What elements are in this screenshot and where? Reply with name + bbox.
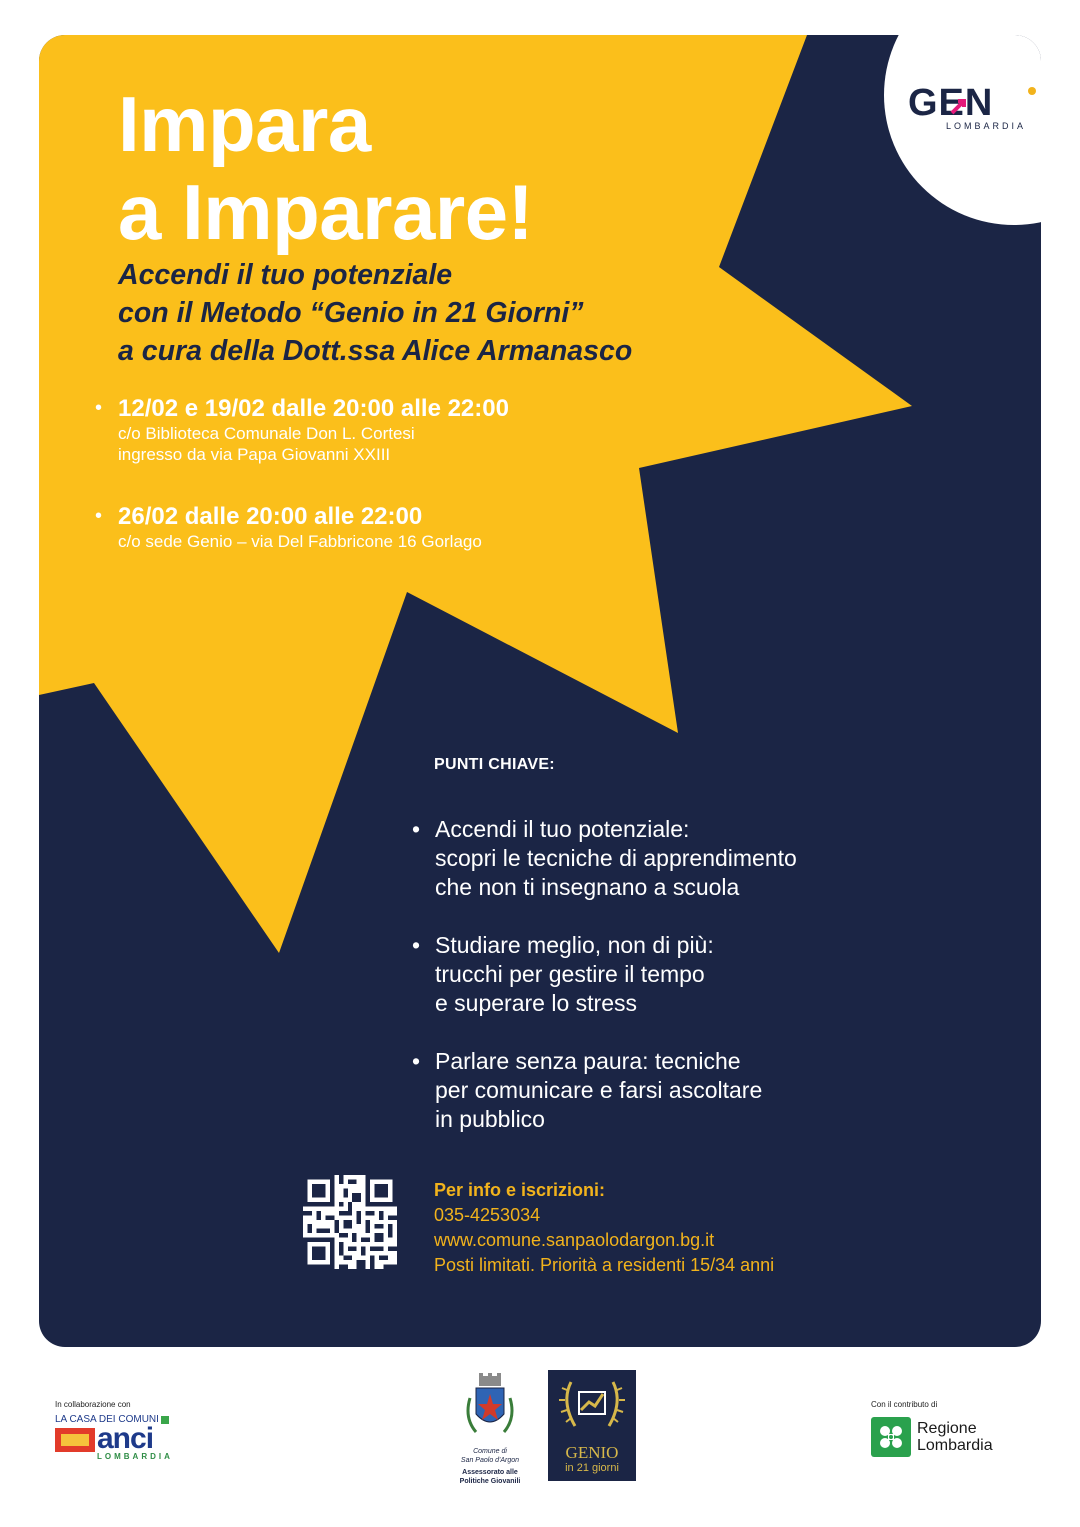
key-point-line: trucchi per gestire il tempo (435, 961, 705, 987)
page-subtitle (118, 256, 632, 370)
session-when: 26/02 dalle 20:00 alle 22:00 (118, 503, 423, 530)
anci-top-text: LA CASA DEI COMUNI (55, 1414, 159, 1425)
gen-logo-arrow-icon (950, 95, 972, 117)
session-item (95, 395, 509, 465)
bullet-icon: • (95, 397, 103, 419)
title-line: a Imparare! (118, 168, 534, 256)
comune-dept-line: Assessorato alle (462, 1469, 518, 1476)
key-point-item (412, 931, 797, 1018)
qr-code-icon[interactable] (303, 1175, 397, 1269)
key-point-item (412, 1047, 797, 1134)
key-point-item (412, 815, 797, 902)
gen-logo-dot-icon (1027, 86, 1037, 96)
key-points-title: PUNTI CHIAVE: (434, 756, 555, 773)
anci-logo (55, 1400, 173, 1461)
bullet-icon: • (412, 1048, 421, 1074)
anci-row (55, 1422, 173, 1455)
gen-logo-word: GEN (908, 82, 994, 124)
comune-logo (455, 1372, 525, 1486)
key-point-line: Studiare meglio, non di più: (435, 932, 714, 958)
genio-sub: in 21 giorni (565, 1462, 619, 1474)
bullet-icon: • (412, 932, 421, 958)
anci-sub: LOMBARDIA (97, 1452, 173, 1461)
regione-row (871, 1417, 993, 1457)
coat-of-arms-icon (462, 1372, 518, 1442)
info-title: Per info e iscrizioni: (434, 1180, 606, 1200)
subtitle-line: con il Metodo “Genio in 21 Giorni” (118, 297, 584, 329)
comune-caption-line: Comune di (473, 1448, 507, 1455)
session-where: c/o Biblioteca Comunale Don L. Cortesi (118, 424, 415, 443)
genio-21-giorni-logo (548, 1370, 636, 1481)
key-point-line: che non ti insegnano a scuola (435, 874, 740, 900)
session-where: c/o sede Genio – via Del Fabbricone 16 Gorlago (118, 532, 482, 551)
info-phone[interactable]: 035-4253034 (434, 1205, 541, 1225)
town-hall-icon (55, 1428, 95, 1452)
bullet-icon: • (412, 816, 421, 842)
comune-caption-line: San Paolo d'Argon (460, 1457, 520, 1464)
info-note: Posti limitati. Priorità a residenti 15/34 anni (434, 1255, 775, 1275)
anci-word: anci (97, 1422, 154, 1455)
gen-logo-sub: LOMBARDIA (946, 121, 1027, 131)
subtitle-line: a cura della Dott.ssa Alice Armanasco (118, 335, 633, 367)
key-point-line: Parlare senza paura: tecniche (435, 1048, 741, 1074)
regione-emblem-icon (871, 1417, 911, 1457)
key-point-line: scopri le tecniche di apprendimento (435, 845, 797, 871)
session-where: ingresso da via Papa Giovanni XXIII (118, 445, 391, 464)
session-list (95, 395, 509, 590)
regione-lombardia-logo (871, 1400, 993, 1457)
key-point-line: per comunicare e farsi ascoltare (435, 1077, 763, 1103)
key-point-line: Accendi il tuo potenziale: (435, 816, 690, 842)
key-point-line: e superare lo stress (435, 990, 637, 1016)
page-title (118, 80, 533, 256)
collaboration-caption: In collaborazione con (55, 1400, 131, 1409)
laurel-chart-icon (557, 1370, 627, 1438)
key-point-line: in pubblico (435, 1106, 545, 1132)
green-square-icon (161, 1416, 169, 1424)
session-item (95, 503, 509, 552)
regione-name (917, 1420, 993, 1454)
key-points-list (412, 815, 797, 1163)
contribution-caption: Con il contributo di (871, 1400, 938, 1409)
bullet-icon: • (95, 505, 103, 527)
info-block (434, 1178, 774, 1278)
comune-dept-line: Politiche Giovanili (459, 1478, 521, 1485)
regione-line: Regione (917, 1420, 977, 1437)
info-website-link[interactable]: www.comune.sanpaolodargon.bg.it (434, 1230, 715, 1250)
session-when: 12/02 e 19/02 dalle 20:00 alle 22:00 (118, 395, 509, 422)
gen-lombardia-logo (908, 83, 1038, 131)
title-line: Impara (118, 80, 371, 168)
regione-line: Lombardia (917, 1437, 993, 1454)
genio-name: GENIO (565, 1443, 619, 1462)
subtitle-line: Accendi il tuo potenziale (118, 259, 453, 291)
